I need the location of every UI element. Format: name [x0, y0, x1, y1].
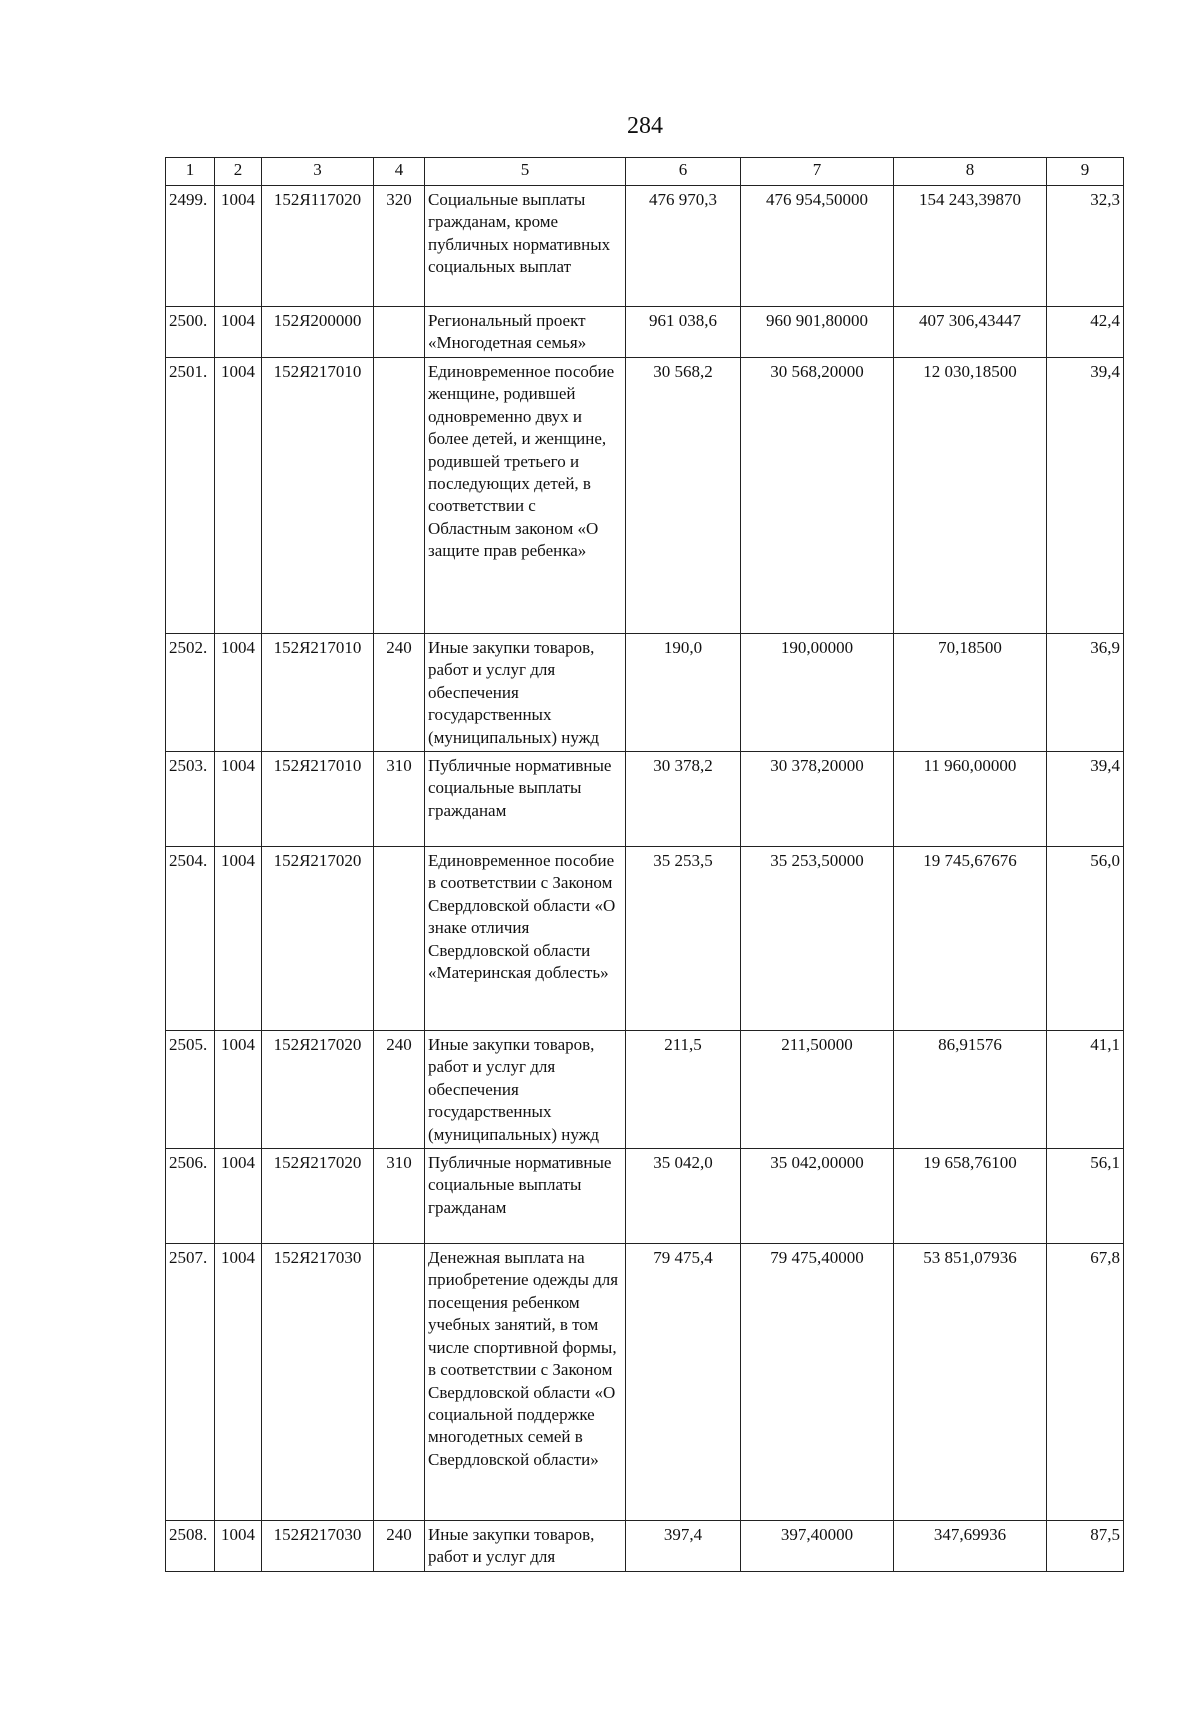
item-name: Публичные нормативные социальные выплаты гражданам: [425, 752, 626, 847]
header-row: [166, 158, 1124, 186]
page-number: 284: [627, 113, 663, 139]
row-number: 2503.: [166, 752, 215, 847]
value-col7: 397,40000: [741, 1521, 894, 1572]
expense-type-code: [374, 847, 425, 1031]
expense-type-code: 310: [374, 1149, 425, 1244]
value-col7: 30 378,20000: [741, 752, 894, 847]
value-col8: 11 960,00000: [894, 752, 1047, 847]
column-header: 2: [215, 158, 262, 186]
column-header: 1: [166, 158, 215, 186]
value-col7: 35 253,50000: [741, 847, 894, 1031]
column-header: 7: [741, 158, 894, 186]
table-row: [166, 186, 1124, 307]
row-number: 2506.: [166, 1149, 215, 1244]
percent-value: 39,4: [1047, 752, 1124, 847]
row-number: 2500.: [166, 307, 215, 358]
item-name: Единовременное пособие в соответствии с Законом Свердловской области «О знаке отличия Свердловской области «Материнская доблесть»: [425, 847, 626, 1031]
value-col7: 30 568,20000: [741, 358, 894, 634]
value-col8: 12 030,18500: [894, 358, 1047, 634]
row-number: 2508.: [166, 1521, 215, 1572]
expense-type-code: 240: [374, 634, 425, 752]
table-row: [166, 1244, 1124, 1521]
target-article-code: 152Я217010: [262, 358, 374, 634]
section-code: 1004: [215, 752, 262, 847]
table-row: [166, 1521, 1124, 1572]
section-code: 1004: [215, 634, 262, 752]
column-header: 9: [1047, 158, 1124, 186]
item-name: Региональный проект «Многодетная семья»: [425, 307, 626, 358]
table-row: [166, 847, 1124, 1031]
row-number: 2507.: [166, 1244, 215, 1521]
value-col7: 476 954,50000: [741, 186, 894, 307]
value-col6: 190,0: [626, 634, 741, 752]
percent-value: 41,1: [1047, 1031, 1124, 1149]
target-article-code: 152Я217020: [262, 1149, 374, 1244]
percent-value: 56,0: [1047, 847, 1124, 1031]
column-header: 4: [374, 158, 425, 186]
value-col8: 407 306,43447: [894, 307, 1047, 358]
percent-value: 56,1: [1047, 1149, 1124, 1244]
value-col7: 35 042,00000: [741, 1149, 894, 1244]
table-row: [166, 307, 1124, 358]
value-col6: 211,5: [626, 1031, 741, 1149]
column-header: 6: [626, 158, 741, 186]
section-code: 1004: [215, 186, 262, 307]
expense-type-code: 240: [374, 1521, 425, 1572]
percent-value: 32,3: [1047, 186, 1124, 307]
table-row: [166, 358, 1124, 634]
section-code: 1004: [215, 1244, 262, 1521]
expense-type-code: 310: [374, 752, 425, 847]
item-name: Социальные выплаты гражданам, кроме публичных нормативных социальных выплат: [425, 186, 626, 307]
target-article-code: 152Я117020: [262, 186, 374, 307]
target-article-code: 152Я200000: [262, 307, 374, 358]
section-code: 1004: [215, 1149, 262, 1244]
row-number: 2499.: [166, 186, 215, 307]
table-row: [166, 1149, 1124, 1244]
value-col6: 79 475,4: [626, 1244, 741, 1521]
section-code: 1004: [215, 1031, 262, 1149]
column-header: 3: [262, 158, 374, 186]
item-name: Иные закупки товаров, работ и услуг для обеспечения государственных (муниципальных) нужд: [425, 1031, 626, 1149]
value-col8: 70,18500: [894, 634, 1047, 752]
target-article-code: 152Я217020: [262, 847, 374, 1031]
target-article-code: 152Я217010: [262, 752, 374, 847]
expense-type-code: 320: [374, 186, 425, 307]
row-number: 2504.: [166, 847, 215, 1031]
table-row: [166, 634, 1124, 752]
value-col7: 79 475,40000: [741, 1244, 894, 1521]
item-name: Иные закупки товаров, работ и услуг для обеспечения государственных (муниципальных) нужд: [425, 634, 626, 752]
value-col8: 19 745,67676: [894, 847, 1047, 1031]
value-col8: 53 851,07936: [894, 1244, 1047, 1521]
value-col8: 154 243,39870: [894, 186, 1047, 307]
expense-type-code: [374, 307, 425, 358]
target-article-code: 152Я217030: [262, 1521, 374, 1572]
column-header: 8: [894, 158, 1047, 186]
value-col6: 961 038,6: [626, 307, 741, 358]
expense-type-code: 240: [374, 1031, 425, 1149]
percent-value: 39,4: [1047, 358, 1124, 634]
value-col6: 397,4: [626, 1521, 741, 1572]
section-code: 1004: [215, 847, 262, 1031]
item-name: Иные закупки товаров, работ и услуг для: [425, 1521, 626, 1572]
row-number: 2505.: [166, 1031, 215, 1149]
percent-value: 67,8: [1047, 1244, 1124, 1521]
value-col8: 19 658,76100: [894, 1149, 1047, 1244]
target-article-code: 152Я217020: [262, 1031, 374, 1149]
budget-table: [165, 157, 1124, 1572]
value-col6: 30 378,2: [626, 752, 741, 847]
target-article-code: 152Я217030: [262, 1244, 374, 1521]
row-number: 2502.: [166, 634, 215, 752]
table-row: [166, 752, 1124, 847]
value-col7: 190,00000: [741, 634, 894, 752]
section-code: 1004: [215, 358, 262, 634]
value-col6: 35 042,0: [626, 1149, 741, 1244]
value-col7: 211,50000: [741, 1031, 894, 1149]
item-name: Публичные нормативные социальные выплаты гражданам: [425, 1149, 626, 1244]
value-col6: 476 970,3: [626, 186, 741, 307]
value-col6: 30 568,2: [626, 358, 741, 634]
table-row: [166, 1031, 1124, 1149]
section-code: 1004: [215, 1521, 262, 1572]
value-col6: 35 253,5: [626, 847, 741, 1031]
column-header: 5: [425, 158, 626, 186]
value-col8: 347,69936: [894, 1521, 1047, 1572]
item-name: Единовременное пособие женщине, родившей одновременно двух и более детей, и женщине, родившей третьего и последующих детей, в соответствии с Областным законом «О защите прав ребенка»: [425, 358, 626, 634]
percent-value: 36,9: [1047, 634, 1124, 752]
row-number: 2501.: [166, 358, 215, 634]
expense-type-code: [374, 1244, 425, 1521]
percent-value: 42,4: [1047, 307, 1124, 358]
section-code: 1004: [215, 307, 262, 358]
target-article-code: 152Я217010: [262, 634, 374, 752]
value-col8: 86,91576: [894, 1031, 1047, 1149]
percent-value: 87,5: [1047, 1521, 1124, 1572]
expense-type-code: [374, 358, 425, 634]
value-col7: 960 901,80000: [741, 307, 894, 358]
item-name: Денежная выплата на приобретение одежды для посещения ребенком учебных занятий, в том числе спортивной формы, в соответствии с Законом Свердловской области «О социальной поддержке многодетных семей в Свердловской области»: [425, 1244, 626, 1521]
